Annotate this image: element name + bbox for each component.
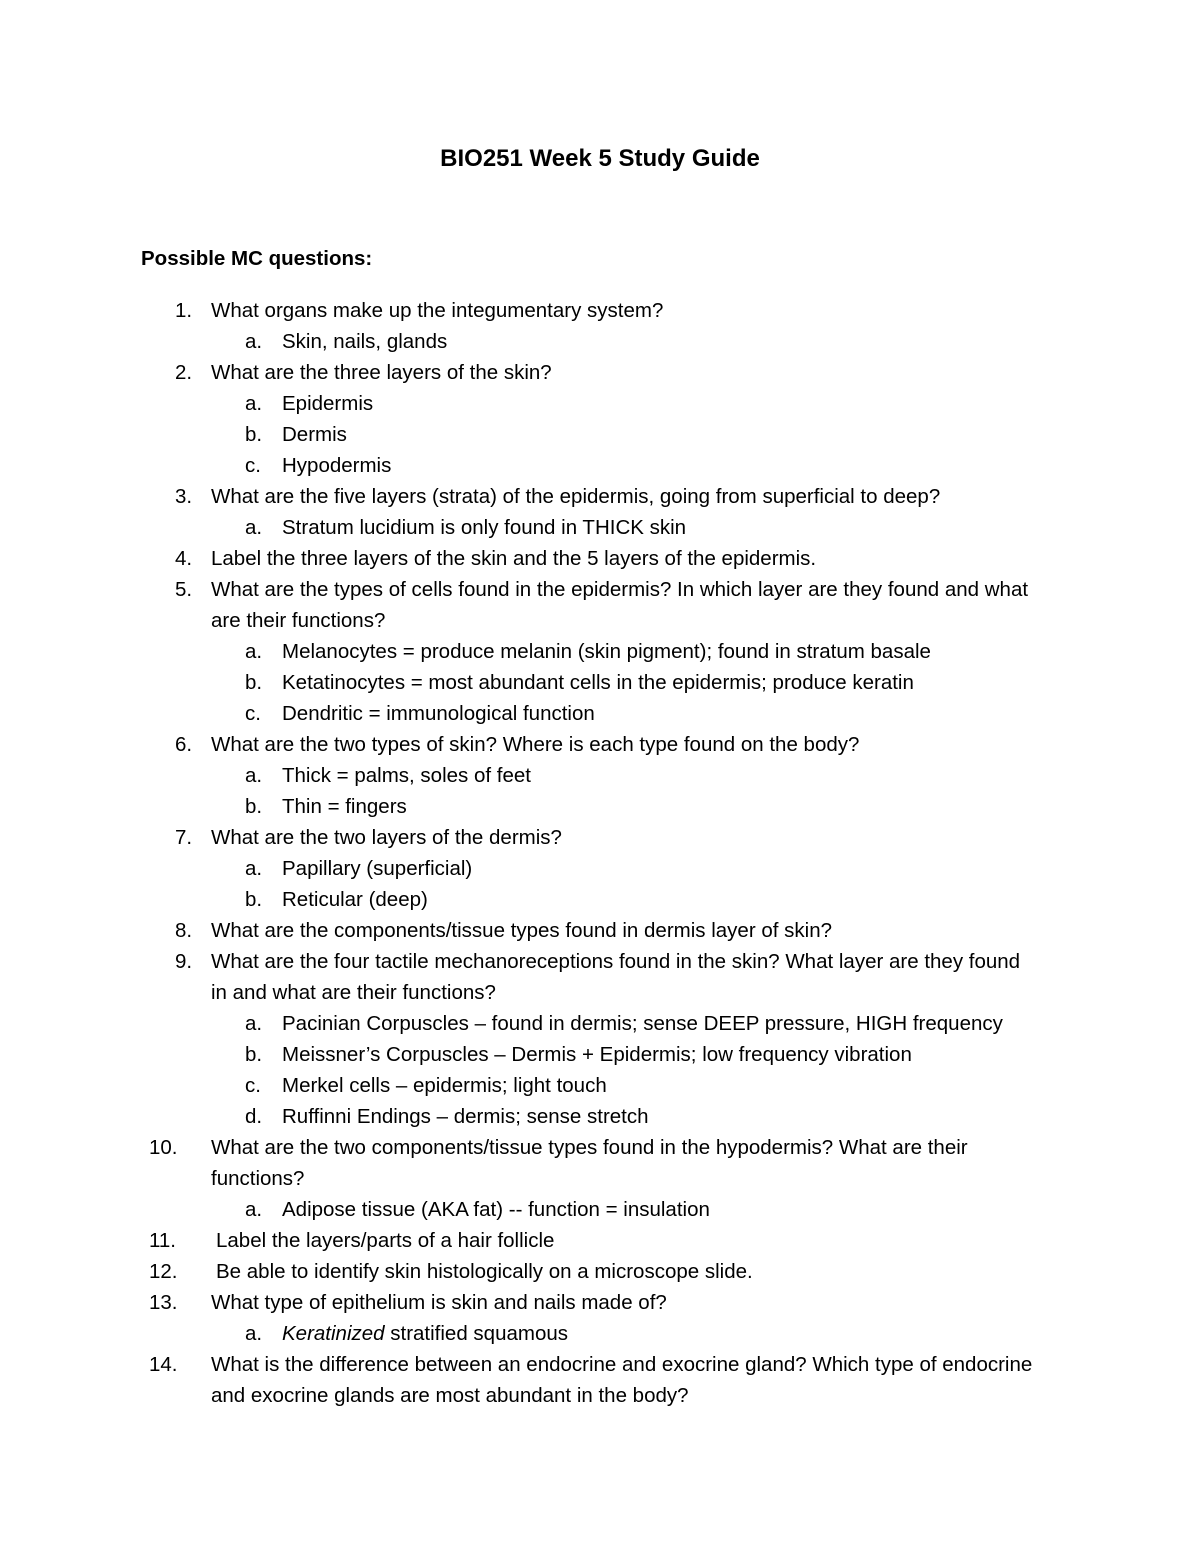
question-text: What are the three layers of the skin? [211, 361, 552, 384]
question-text: What are the two layers of the dermis? [211, 826, 562, 849]
question-number: 12. [149, 1260, 178, 1283]
question-item [141, 543, 1041, 574]
answer-text: Ketatinocytes = most abundant cells in the epidermis; produce keratin [282, 671, 914, 694]
question-text: What is the difference between an endocrine and exocrine gland? Which type of endocrine and exocrine glands are most abundant in the body? [211, 1353, 1033, 1407]
answer-item [141, 326, 1041, 357]
question-text: Be able to identify skin histologically on a microscope slide. [216, 1260, 753, 1283]
question-text: What organs make up the integumentary system? [211, 299, 664, 322]
answer-item [141, 1101, 1041, 1132]
answer-item [141, 853, 1041, 884]
answer-letter: a. [245, 1012, 263, 1035]
question-item [141, 1132, 1041, 1194]
answer-item [141, 1039, 1041, 1070]
answer-text: Dermis [282, 423, 347, 446]
answer-item [141, 1070, 1041, 1101]
answer-text: Pacinian Corpuscles – found in dermis; sense DEEP pressure, HIGH frequency [282, 1012, 1003, 1035]
question-number: 3. [175, 485, 193, 508]
answer-item [141, 388, 1041, 419]
question-number: 6. [175, 733, 193, 756]
answer-letter: a. [245, 330, 263, 353]
answer-letter: a. [245, 764, 263, 787]
document-title: BIO251 Week 5 Study Guide [440, 145, 760, 172]
question-number: 2. [175, 361, 193, 384]
question-text: What type of epithelium is skin and nails made of? [211, 1291, 667, 1314]
question-item [141, 1225, 1041, 1256]
answer-item [141, 760, 1041, 791]
answer-letter: c. [245, 454, 261, 477]
question-item [141, 729, 1041, 760]
question-number: 9. [175, 950, 193, 973]
answer-text: Melanocytes = produce melanin (skin pigment); found in stratum basale [282, 640, 931, 663]
answer-text: Stratum lucidium is only found in THICK skin [282, 516, 687, 539]
answer-letter: b. [245, 423, 263, 446]
question-item [141, 915, 1041, 946]
question-text: What are the types of cells found in the epidermis? In which layer are they found and what are their functions? [211, 578, 1029, 632]
answer-text-italic: Keratinized [282, 1322, 385, 1345]
question-number: 7. [175, 826, 193, 849]
answer-item [141, 1194, 1041, 1225]
answer-text: Thick = palms, soles of feet [282, 764, 531, 787]
answer-item [141, 1008, 1041, 1039]
question-item [141, 574, 1041, 636]
question-item [141, 357, 1041, 388]
question-item [141, 946, 1041, 1008]
answer-letter: a. [245, 1198, 263, 1221]
question-item [141, 295, 1041, 326]
question-text: Label the layers/parts of a hair follicle [216, 1229, 555, 1252]
answer-text: Reticular (deep) [282, 888, 428, 911]
question-item [141, 481, 1041, 512]
question-text: What are the two components/tissue types found in the hypodermis? What are their functions? [211, 1136, 968, 1190]
question-item [141, 1256, 1041, 1287]
question-number: 11. [149, 1229, 176, 1252]
question-item [141, 1349, 1041, 1411]
question-number: 8. [175, 919, 193, 942]
answer-item [141, 512, 1041, 543]
question-number: 1. [175, 299, 193, 322]
question-text: Label the three layers of the skin and the 5 layers of the epidermis. [211, 547, 817, 570]
answer-text: stratified squamous [384, 1322, 569, 1345]
answer-item [141, 1318, 1041, 1349]
question-number: 5. [175, 578, 193, 601]
section-heading: Possible MC questions: [141, 247, 373, 270]
answer-item [141, 636, 1041, 667]
answer-text: Ruffinni Endings – dermis; sense stretch [282, 1105, 649, 1128]
answer-letter: a. [245, 516, 263, 539]
answer-letter: c. [245, 702, 261, 725]
answer-text: Merkel cells – epidermis; light touch [282, 1074, 607, 1097]
answer-letter: a. [245, 1322, 263, 1345]
answer-letter: b. [245, 795, 263, 818]
question-text: What are the five layers (strata) of the epidermis, going from superficial to deep? [211, 485, 941, 508]
question-text: What are the four tactile mechanoreceptions found in the skin? What layer are they found in and what are their functions? [211, 950, 1021, 1004]
question-number: 13. [149, 1291, 178, 1314]
question-text: What are the components/tissue types found in dermis layer of skin? [211, 919, 833, 942]
answer-text: Skin, nails, glands [282, 330, 448, 353]
answer-text: Adipose tissue (AKA fat) -- function = insulation [282, 1198, 710, 1221]
question-item [141, 822, 1041, 853]
answer-letter: d. [245, 1105, 263, 1128]
answer-text: Thin = fingers [282, 795, 407, 818]
question-number: 14. [149, 1353, 178, 1376]
answer-letter: b. [245, 671, 263, 694]
question-number: 4. [175, 547, 193, 570]
answer-letter: b. [245, 1043, 263, 1066]
answer-text: Meissner’s Corpuscles – Dermis + Epidermis; low frequency vibration [282, 1043, 912, 1066]
answer-item [141, 791, 1041, 822]
answer-text: Papillary (superficial) [282, 857, 473, 880]
question-text: What are the two types of skin? Where is each type found on the body? [211, 733, 860, 756]
answer-item [141, 698, 1041, 729]
question-item [141, 1287, 1041, 1318]
answer-letter: b. [245, 888, 263, 911]
answer-item [141, 884, 1041, 915]
answer-letter: c. [245, 1074, 261, 1097]
answer-text: Dendritic = immunological function [282, 702, 595, 725]
answer-item [141, 450, 1041, 481]
answer-letter: a. [245, 640, 263, 663]
question-list [141, 295, 1041, 1411]
answer-letter: a. [245, 857, 263, 880]
answer-text: Epidermis [282, 392, 374, 415]
question-number: 10. [149, 1136, 178, 1159]
answer-letter: a. [245, 392, 263, 415]
answer-text: Hypodermis [282, 454, 392, 477]
answer-item [141, 419, 1041, 450]
answer-item [141, 667, 1041, 698]
